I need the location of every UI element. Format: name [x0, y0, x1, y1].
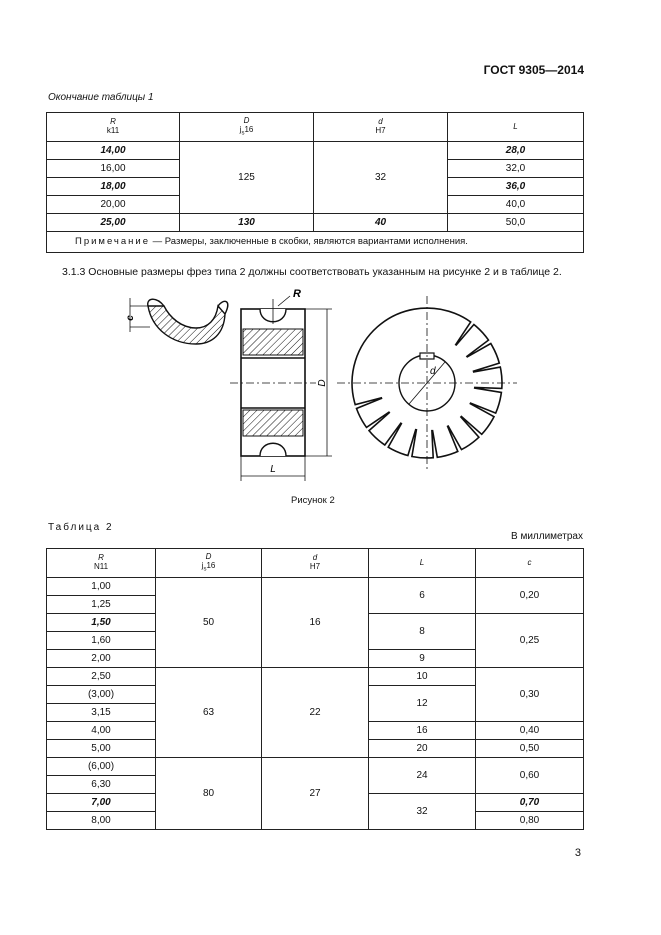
cell: 28,0 — [448, 142, 584, 160]
cell-merged: 6 — [369, 578, 476, 614]
cell: 0,70 — [476, 794, 584, 812]
cell-merged: 27 — [262, 758, 369, 830]
cell-merged: 12 — [369, 686, 476, 722]
col-header-l: L — [448, 113, 584, 142]
cell: 1,00 — [47, 578, 156, 596]
cell-merged: 8 — [369, 614, 476, 650]
cell: 20 — [369, 740, 476, 758]
dimension-l-label: L — [270, 464, 276, 475]
dimension-d-outer-label: D — [317, 379, 328, 387]
cell: 4,00 — [47, 722, 156, 740]
figure-2-drawing — [100, 284, 520, 489]
cell-merged: 0,60 — [476, 758, 584, 794]
tooth-profile-section — [125, 298, 228, 344]
cell: 3,15 — [47, 704, 156, 722]
cell: 18,00 — [47, 178, 180, 196]
col-header-c: c — [476, 549, 584, 578]
cell: 36,0 — [448, 178, 584, 196]
cell: 5,00 — [47, 740, 156, 758]
table-2 — [46, 548, 584, 830]
dimension-c-label: c — [125, 315, 136, 321]
cell: 14,00 — [47, 142, 180, 160]
col-header-r: R N11 — [47, 549, 156, 578]
cell: 25,00 — [47, 214, 180, 232]
cell: 40,0 — [448, 196, 584, 214]
cell-merged: 24 — [369, 758, 476, 794]
col-header-d-outer: D $j_s16$ — [156, 549, 262, 578]
cell-merged: 63 — [156, 668, 262, 758]
document-header: ГОСТ 9305—2014 — [483, 63, 584, 77]
table-row — [47, 142, 584, 160]
units-label: В миллиметрах — [511, 531, 583, 542]
cell-merged: 0,25 — [476, 614, 584, 668]
cell-merged: 16 — [262, 578, 369, 668]
table-note: Примечание — Размеры, заключенные в скобки, являются вариантами исполнения. — [47, 232, 584, 253]
cell: 0,80 — [476, 812, 584, 830]
table-header-row — [47, 113, 584, 142]
col-header-l: L — [369, 549, 476, 578]
table-row — [47, 668, 584, 686]
table2-caption: Таблица 2 — [48, 522, 114, 533]
cell: 32,0 — [448, 160, 584, 178]
cell: 20,00 — [47, 196, 180, 214]
cell-merged: 80 — [156, 758, 262, 830]
cell: (6,00) — [47, 758, 156, 776]
table-note-row — [47, 232, 584, 253]
table-header-row — [47, 549, 584, 578]
col-header-r: R k11 — [47, 113, 180, 142]
cutter-front-view — [337, 296, 517, 470]
dimension-r-label: R — [293, 288, 301, 300]
cell: 1,25 — [47, 596, 156, 614]
cell: 1,50 — [47, 614, 156, 632]
cell: 0,40 — [476, 722, 584, 740]
cell: 16 — [369, 722, 476, 740]
cell: 6,30 — [47, 776, 156, 794]
table-row — [47, 214, 584, 232]
cell-merged: 125 — [180, 142, 314, 214]
cell-merged: 50 — [156, 578, 262, 668]
cell: 2,00 — [47, 650, 156, 668]
cutter-side-view — [230, 288, 332, 481]
col-header-d-bore: d H7 — [262, 549, 369, 578]
cell-merged: 32 — [314, 142, 448, 214]
cell: 7,00 — [47, 794, 156, 812]
cell: 40 — [314, 214, 448, 232]
col-header-d-outer: D $j_s16$ — [180, 113, 314, 142]
cell: 1,60 — [47, 632, 156, 650]
dimension-bore-label: d — [430, 366, 436, 377]
table1-caption: Окончание таблицы 1 — [48, 92, 154, 103]
table-1 — [46, 112, 584, 253]
figure-caption: Рисунок 2 — [291, 495, 335, 506]
col-header-d-bore: d H7 — [314, 113, 448, 142]
cell: 16,00 — [47, 160, 180, 178]
cell: 10 — [369, 668, 476, 686]
cell: 130 — [180, 214, 314, 232]
table-row — [47, 758, 584, 776]
cell-merged: 32 — [369, 794, 476, 830]
cell-merged: 0,30 — [476, 668, 584, 722]
cell: 9 — [369, 650, 476, 668]
table-row — [47, 578, 584, 596]
paragraph-3-1-3: 3.1.3 Основные размеры фрез типа 2 должны соответствовать указанным на рисунке 2 и в таблице 2. — [62, 266, 562, 278]
cell: 50,0 — [448, 214, 584, 232]
cell: 2,50 — [47, 668, 156, 686]
cell: (3,00) — [47, 686, 156, 704]
cell-merged: 0,20 — [476, 578, 584, 614]
page-number: 3 — [574, 847, 581, 859]
cell: 0,50 — [476, 740, 584, 758]
cell: 8,00 — [47, 812, 156, 830]
cell-merged: 22 — [262, 668, 369, 758]
